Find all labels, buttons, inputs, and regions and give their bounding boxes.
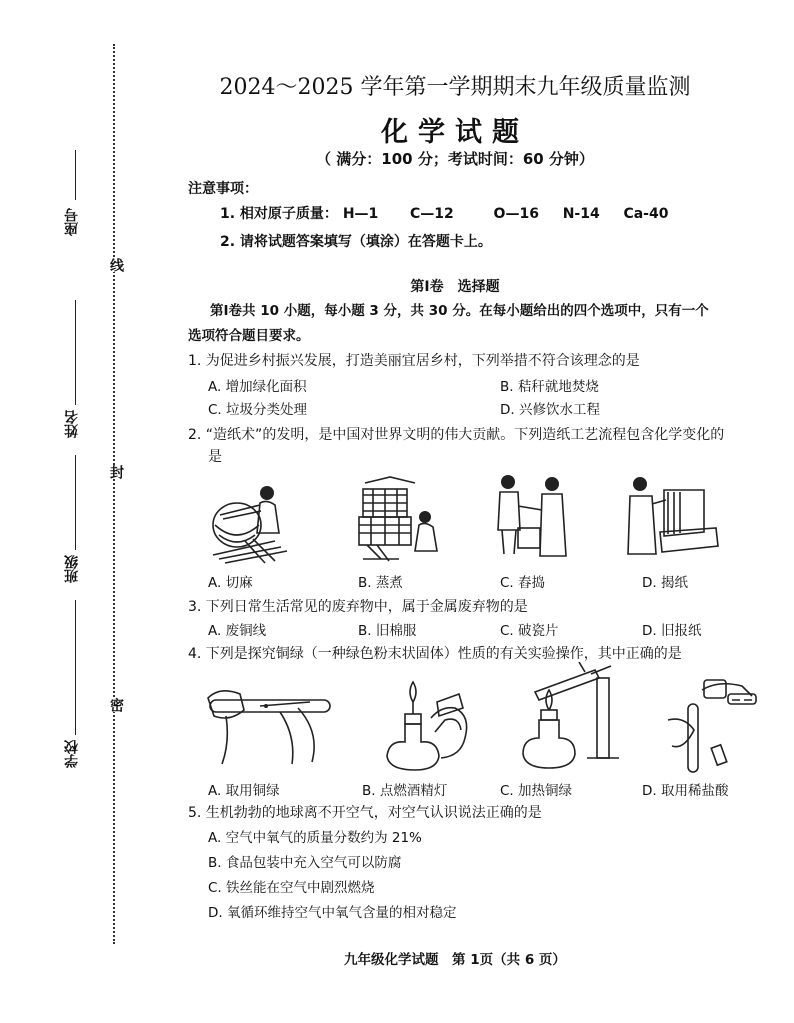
section-intro-2: 选项符合题目要求。 xyxy=(188,328,310,344)
q2-stem-2: 是 xyxy=(208,449,222,465)
q3-option-d: D. 旧报纸 xyxy=(642,623,702,639)
school-label: 学校 xyxy=(64,740,80,768)
q1-option-b: B. 秸秆就地焚烧 xyxy=(500,379,599,395)
q5-option-a: A. 空气中氧气的质量分数约为 21% xyxy=(208,830,422,846)
atomic-mass-h: H—1 xyxy=(342,206,379,222)
binding-char-secret: 密 xyxy=(108,698,124,712)
q1-stem: 1. 为促进乡村振兴发展，打造美丽宜居乡村，下列举措不符合该理念的是 xyxy=(188,353,640,369)
q3-option-a: A. 废铜线 xyxy=(208,623,267,639)
class-rule xyxy=(75,455,76,550)
q4-option-a: A. 取用铜绿 xyxy=(208,783,280,799)
q4-stem: 4. 下列是探究铜绿（一种绿色粉末状固体）性质的有关实验操作，其中正确的是 xyxy=(188,646,682,662)
name-rule xyxy=(75,300,76,405)
atomic-mass-o: O—16 xyxy=(493,206,539,222)
section-intro-1: 第Ⅰ卷共 10 小题，每小题 3 分，共 30 分。在每小题给出的四个选项中，只有一个 xyxy=(210,303,709,319)
q3-stem: 3. 下列日常生活常见的废弃物中，属于金属废弃物的是 xyxy=(188,599,528,615)
q2-stem-1: 2. “造纸术”的发明，是中国对世界文明的伟大贡献。下列造纸工艺流程包含化学变化的 xyxy=(188,427,725,443)
illustration-lighting-lamp xyxy=(375,672,485,772)
q1-option-d: D. 兴修饮水工程 xyxy=(500,402,600,418)
illustration-taking-hydrochloric-acid xyxy=(648,660,758,775)
illustration-cutting-hemp xyxy=(205,475,295,565)
notice-item-2: 2. 请将试题答案填写（填涂）在答题卡上。 xyxy=(220,234,492,250)
q3-option-b: B. 旧棉服 xyxy=(358,623,417,639)
illustration-lifting-paper xyxy=(622,470,722,565)
notice-heading: 注意事项： xyxy=(188,181,258,197)
q5-option-d: D. 氧循环维持空气中氧气含量的相对稳定 xyxy=(208,905,457,921)
school-rule xyxy=(75,600,76,735)
q2-option-a: A. 切麻 xyxy=(208,575,253,591)
atomic-mass-ca: Ca-40 xyxy=(623,206,669,222)
illustration-taking-copper-green xyxy=(200,672,350,767)
notice-item-1 xyxy=(220,203,668,223)
seat-number-rule xyxy=(75,150,76,200)
q2-option-c: C. 舂捣 xyxy=(500,575,546,591)
seat-number-label: 座号 xyxy=(64,208,80,236)
binding-dotted-line xyxy=(113,44,115,944)
q5-option-c: C. 铁丝能在空气中剧烈燃烧 xyxy=(208,880,375,896)
q1-option-a: A. 增加绿化面积 xyxy=(208,379,307,395)
exam-title: 2024～2025 学年第一学期期末九年级质量监测 xyxy=(219,75,691,100)
q5-stem: 5. 生机勃勃的地球离不开空气，对空气认识说法正确的是 xyxy=(188,805,542,821)
q2-option-d: D. 揭纸 xyxy=(642,575,688,591)
q4-option-c: C. 加热铜绿 xyxy=(500,783,573,799)
exam-info: （ 满分：100 分；考试时间：60 分钟） xyxy=(316,150,594,168)
atomic-mass-label: 1. 相对原子质量： xyxy=(220,206,338,222)
name-label: 姓名 xyxy=(64,410,80,438)
illustration-pounding xyxy=(490,470,585,565)
binding-char-seal: 封 xyxy=(108,465,124,479)
section-title: 第Ⅰ卷 选择题 xyxy=(410,279,500,295)
subject-title: 化学试题 xyxy=(381,117,529,148)
q5-option-b: B. 食品包装中充入空气可以防腐 xyxy=(208,855,402,871)
q1-option-c: C. 垃圾分类处理 xyxy=(208,402,308,418)
binding-char-line: 线 xyxy=(108,258,124,272)
atomic-mass-n: N-14 xyxy=(562,206,600,222)
class-label: 班级 xyxy=(64,555,80,583)
q4-option-d: D. 取用稀盐酸 xyxy=(642,783,729,799)
q3-option-c: C. 破瓷片 xyxy=(500,623,559,639)
page-footer: 九年级化学试题 第 1页（共 6 页） xyxy=(344,952,566,968)
illustration-steaming xyxy=(355,475,445,565)
q4-option-b: B. 点燃酒精灯 xyxy=(362,783,448,799)
illustration-heating-copper-green xyxy=(515,662,630,772)
q2-option-b: B. 蒸煮 xyxy=(358,575,403,591)
atomic-mass-c: C—12 xyxy=(410,206,454,222)
